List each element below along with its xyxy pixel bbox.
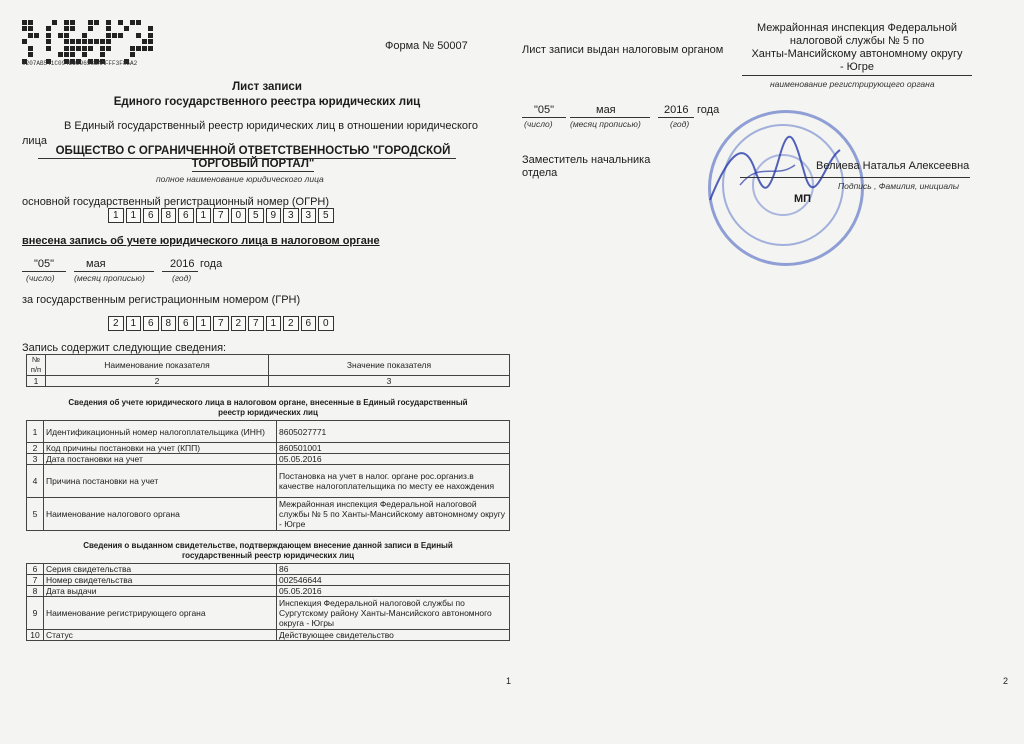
ogrn-label: основной государственный регистрационный номер (ОГРН) xyxy=(22,196,330,208)
table-row xyxy=(27,443,510,454)
authority-underline xyxy=(742,75,972,76)
digit-cell: 8 xyxy=(161,316,177,331)
row-name: Идентификационный номер налогоплательщика (ИНН) xyxy=(44,421,277,443)
digit-cell: 3 xyxy=(301,208,317,223)
col-value-index: 3 xyxy=(269,376,510,387)
section1-title-line-1: Сведения об учете юридического лица в налоговом органе, внесенные в Единый государственный xyxy=(68,398,468,407)
issue-date-year-word: года xyxy=(697,104,720,116)
table-row xyxy=(27,630,510,641)
section2-title-line-1: Сведения о выданном свидетельстве, подтверждающем внесение данной записи в Единый xyxy=(83,541,453,550)
digit-cell: 6 xyxy=(301,316,317,331)
mp-label: МП xyxy=(794,193,812,205)
col-num-header: № п/п xyxy=(27,355,46,376)
issue-date-year: 2016 xyxy=(664,104,689,116)
section1-table xyxy=(26,420,510,531)
digit-cell: 6 xyxy=(178,208,194,223)
col-value-header: Значение показателя xyxy=(269,355,510,376)
digit-cell: 6 xyxy=(143,208,159,223)
signer-title xyxy=(522,154,650,180)
row-value: Межрайонная инспекция Федеральной налоговой службы № 5 по Ханты-Мансийскому автономному округу - Югре xyxy=(277,498,510,531)
authority-line-3: Ханты-Мансийскому автономному округу xyxy=(751,48,963,60)
row-value: 002546644 xyxy=(277,575,510,586)
issue-date-month: мая xyxy=(596,104,616,116)
contains-label: Запись содержит следующие сведения: xyxy=(22,342,227,354)
digit-cell: 1 xyxy=(108,208,124,223)
digit-cell: 2 xyxy=(231,316,247,331)
digit-cell: 2 xyxy=(108,316,124,331)
table-row xyxy=(27,586,510,597)
digit-cell: 1 xyxy=(126,316,142,331)
row-name: Номер свидетельства xyxy=(44,575,277,586)
row-number: 8 xyxy=(27,586,44,597)
date-year-caption: (год) xyxy=(172,273,192,283)
digit-cell: 6 xyxy=(143,316,159,331)
table-row xyxy=(27,498,510,531)
digit-cell: 6 xyxy=(178,316,194,331)
authority-line-1: Межрайонная инспекция Федеральной xyxy=(757,22,957,34)
date-day-caption: (число) xyxy=(26,273,55,283)
digit-cell: 3 xyxy=(283,208,299,223)
digit-cell: 0 xyxy=(231,208,247,223)
date-month-caption: (месяц прописью) xyxy=(74,273,145,283)
row-value: 05.05.2016 xyxy=(277,454,510,465)
row-number: 7 xyxy=(27,575,44,586)
org-name-line-2: ТОРГОВЫЙ ПОРТАЛ" xyxy=(191,158,315,170)
digit-cell: 9 xyxy=(266,208,282,223)
digit-cell: 8 xyxy=(161,208,177,223)
signer-caption: Подпись , Фамилия, инициалы xyxy=(838,181,960,191)
section1-title xyxy=(26,398,510,418)
table-row xyxy=(27,454,510,465)
digit-cell: 1 xyxy=(196,208,212,223)
intro-text-2: лица xyxy=(22,135,47,147)
digit-cell: 0 xyxy=(318,316,334,331)
issue-date-year-caption: (год) xyxy=(670,119,690,129)
col-num-index: 1 xyxy=(27,376,46,387)
row-name: Серия свидетельства xyxy=(44,564,277,575)
row-value: Постановка на учет в налог. органе рос.организ.в качестве налогоплательщика по месту ее нахождения xyxy=(277,465,510,498)
section2-title xyxy=(26,541,510,561)
row-name: Код причины постановки на учет (КПП) xyxy=(44,443,277,454)
header-table xyxy=(26,354,510,387)
section2-title-line-2: государственный реестр юридических лиц xyxy=(181,551,355,560)
issued-label: Лист записи выдан налоговым органом xyxy=(522,44,724,56)
row-number: 9 xyxy=(27,597,44,630)
row-value: Действующее свидетельство xyxy=(277,630,510,641)
signer-underline xyxy=(740,177,970,178)
row-number: 10 xyxy=(27,630,44,641)
issue-date-month-caption: (месяц прописью) xyxy=(570,119,641,129)
authority-caption: наименование регистрирующего органа xyxy=(770,79,935,89)
row-number: 4 xyxy=(27,465,44,498)
authority-line-2: налоговой службы № 5 по xyxy=(789,35,925,47)
digit-cell: 1 xyxy=(126,208,142,223)
entry-label: внесена запись об учете юридического лица в налоговом органе xyxy=(22,235,380,247)
org-name-caption: полное наименование юридического лица xyxy=(156,174,324,184)
table-row xyxy=(27,465,510,498)
date-day-line xyxy=(22,271,66,272)
digit-cell: 5 xyxy=(318,208,334,223)
row-name: Дата постановки на учет xyxy=(44,454,277,465)
row-value: 86 xyxy=(277,564,510,575)
digit-cell: 7 xyxy=(213,208,229,223)
table-row xyxy=(27,421,510,443)
date-year-line xyxy=(162,271,198,272)
issue-date-year-line xyxy=(658,117,694,118)
digit-cell: 1 xyxy=(196,316,212,331)
col-name-index: 2 xyxy=(46,376,269,387)
date-month: мая xyxy=(86,258,106,270)
row-name: Наименование регистрирующего органа xyxy=(44,597,277,630)
barcode-number: 0207AB541C094DD29658BAAFFF3F85A2 xyxy=(22,60,138,67)
row-value: 860501001 xyxy=(277,443,510,454)
row-number: 6 xyxy=(27,564,44,575)
org-name-underline xyxy=(38,158,456,159)
issue-date-day-caption: (число) xyxy=(524,119,553,129)
authority-line-4: - Югре xyxy=(839,61,875,73)
row-value: 8605027771 xyxy=(277,421,510,443)
signer-title-line-1: Заместитель начальника xyxy=(522,154,651,166)
org-name-line-1: ОБЩЕСТВО С ОГРАНИЧЕННОЙ ОТВЕТСТВЕННОСТЬЮ "ГОРОДСКОЙ xyxy=(55,145,451,157)
page-number-2: 2 xyxy=(1003,676,1009,686)
issue-date-day-line xyxy=(522,117,566,118)
table-row xyxy=(27,564,510,575)
title-line-2: Единого государственного реестра юридических лиц xyxy=(113,96,421,108)
row-number: 1 xyxy=(27,421,44,443)
row-number: 2 xyxy=(27,443,44,454)
digit-cell: 2 xyxy=(283,316,299,331)
issue-date-month-line xyxy=(570,117,650,118)
date-month-line xyxy=(74,271,154,272)
signer-title-line-2: отдела xyxy=(522,167,558,179)
row-name: Наименование налогового органа xyxy=(44,498,277,531)
row-name: Статус xyxy=(44,630,277,641)
section1-title-line-2: реестр юридических лиц xyxy=(218,408,318,417)
row-value: Инспекция Федеральной налоговой службы по Сургутскому району Ханты-Мансийского автономного округа - Югры xyxy=(277,597,510,630)
title-line-1: Лист записи xyxy=(232,81,302,93)
authority-name xyxy=(742,22,972,74)
digit-cell: 1 xyxy=(266,316,282,331)
row-name: Причина постановки на учет xyxy=(44,465,277,498)
row-number: 5 xyxy=(27,498,44,531)
row-value: 05.05.2016 xyxy=(277,586,510,597)
table-row xyxy=(27,597,510,630)
digit-cell: 5 xyxy=(248,208,264,223)
intro-text: В Единый государственный реестр юридических лиц в отношении юридического xyxy=(64,120,478,132)
form-number: Форма № 50007 xyxy=(385,40,468,52)
page-number-1: 1 xyxy=(506,676,512,686)
date-day: "05" xyxy=(34,258,55,270)
issue-date-day: "05" xyxy=(534,104,555,116)
signer-name: Велиева Наталья Алексеевна xyxy=(816,160,970,172)
barcode-image xyxy=(22,20,157,64)
table-row xyxy=(27,575,510,586)
grn-cells xyxy=(108,316,336,331)
digit-cell: 7 xyxy=(248,316,264,331)
ogrn-cells xyxy=(108,208,336,223)
row-number: 3 xyxy=(27,454,44,465)
date-year: 2016 xyxy=(170,258,195,270)
section2-table xyxy=(26,563,510,641)
grn-label: за государственным регистрационным номером (ГРН) xyxy=(22,294,301,306)
digit-cell: 7 xyxy=(213,316,229,331)
row-name: Дата выдачи xyxy=(44,586,277,597)
date-year-word: года xyxy=(200,258,223,270)
document-title xyxy=(22,80,512,110)
col-name-header: Наименование показателя xyxy=(46,355,269,376)
